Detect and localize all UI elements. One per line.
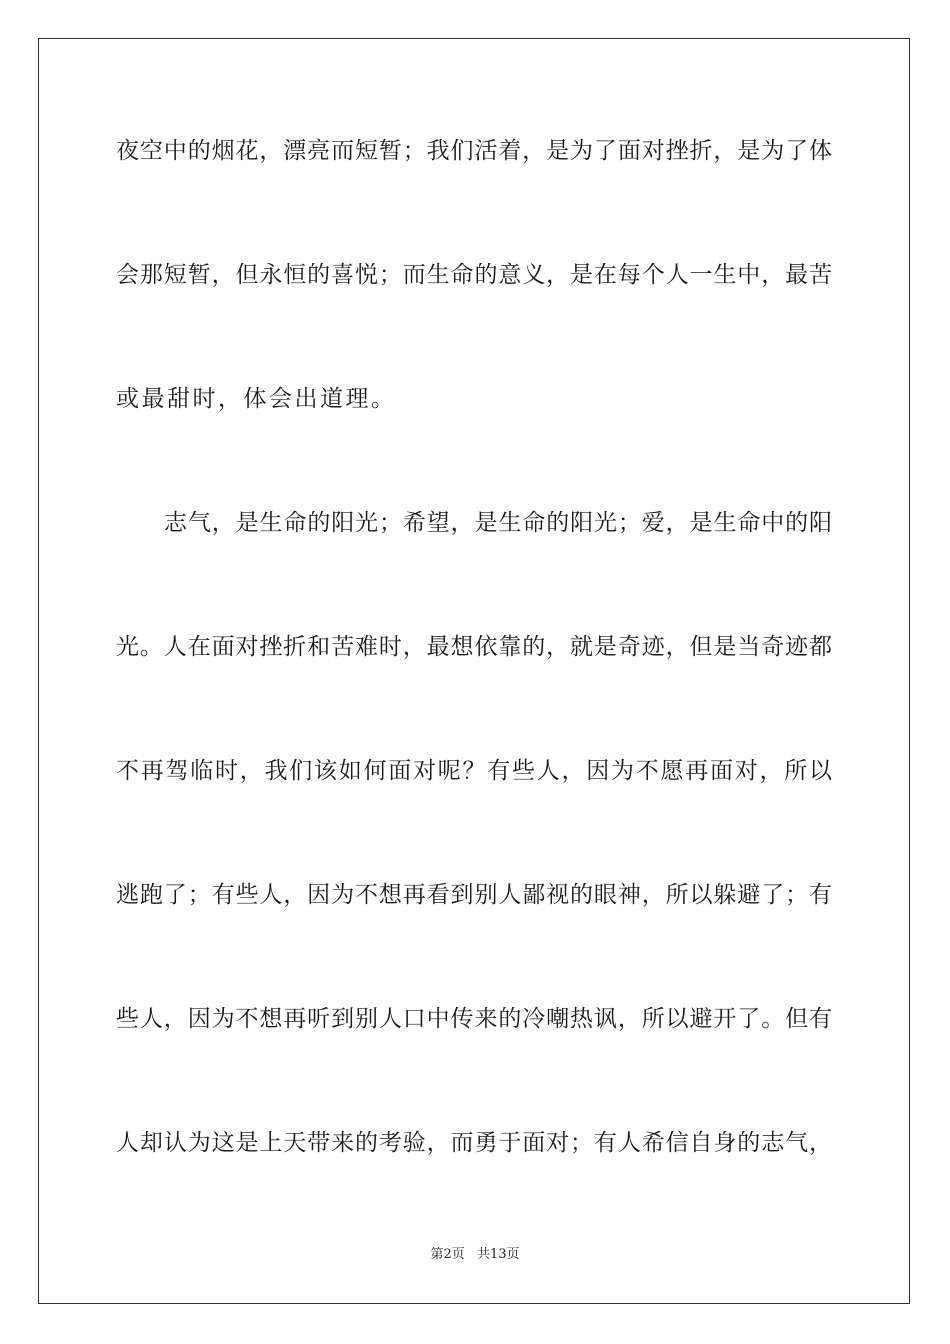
page-footer xyxy=(0,1246,950,1264)
page-total: 共13页 xyxy=(476,1247,520,1262)
paragraph-line: 志气，是生命的阳光；希望，是生命的阳光；爱，是生命中的阳 xyxy=(164,510,832,536)
paragraph-line: 夜空中的烟花，漂亮而短暂；我们活着，是为了面对挫折，是为了体 xyxy=(116,138,832,164)
paragraph-line: 不再驾临时，我们该如何面对呢？有些人，因为不愿再面对，所以 xyxy=(116,758,832,784)
paragraph-line: 逃跑了；有些人，因为不想再看到别人鄙视的眼神，所以躲避了；有 xyxy=(116,882,832,908)
paragraph-line: 人却认为这是上天带来的考验，而勇于面对；有人希信自身的志气， xyxy=(116,1130,832,1156)
paragraph-line: 会那短暂，但永恒的喜悦；而生命的意义，是在每个人一生中，最苦 xyxy=(116,262,832,288)
page-border xyxy=(38,38,910,1304)
page-number: 第2页 xyxy=(430,1247,465,1262)
paragraph-line: 些人，因为不想再听到别人口中传来的冷嘲热讽，所以避开了。但有 xyxy=(116,1006,832,1032)
paragraph-line: 或最甜时，体会出道理。 xyxy=(116,386,397,412)
paragraph-line: 光。人在面对挫折和苦难时，最想依靠的，就是奇迹，但是当奇迹都 xyxy=(116,634,832,660)
